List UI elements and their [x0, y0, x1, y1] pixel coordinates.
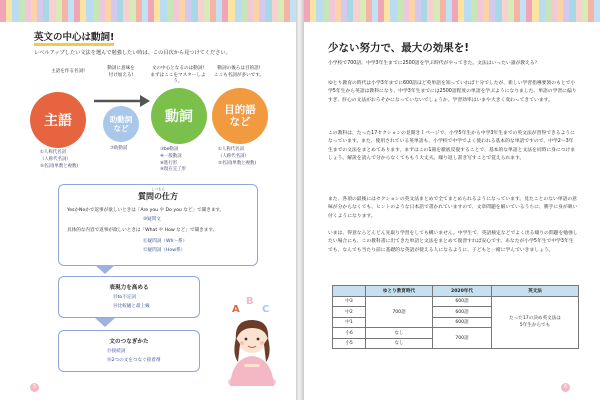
table-header: [333, 286, 366, 297]
right-paragraph-2: ゆとり教育の時代は小学3年までに600語ほど英単語を知っていれば十分でしたが、新しい学習指導要領のもとで小学5年生から英語は教科になり、中学3年生までには2500語程度の単語を学ぶようになりました。単語の学習に偏りすぎ、肝心の文法がおろそかになっていないでしょうか。学習効率はいまや大きく変わってきています。: [328, 81, 577, 103]
down-arrow-1: [95, 265, 115, 274]
table-cell: 600語: [433, 296, 492, 307]
table-cell: たった17の決め英文法は 5年生からでも: [492, 296, 579, 349]
question-item-3: ⑫疑問詞（How系）: [143, 248, 186, 253]
letter-a: A: [232, 304, 240, 315]
table-header: ゆとり教育時代: [366, 286, 433, 297]
connect-box-title: 文のつなぎかた: [109, 339, 149, 345]
col-label-subject: 主語を作る名詞!: [51, 69, 85, 74]
table-cell: なし: [366, 328, 433, 339]
connect-item-1: ⑮接続詞: [107, 349, 126, 354]
book-gutter: [296, 0, 304, 400]
question-box: [58, 184, 258, 266]
question-furigana: しつもん: [151, 187, 165, 191]
verb-circle: 動詞: [151, 88, 207, 144]
expression-box-title: 表現力を高める: [109, 285, 149, 291]
table-row: [333, 296, 579, 307]
letter-c: C: [262, 304, 270, 315]
connect-item-2: ⑯2つの文をつなぐ接着剤: [107, 358, 161, 363]
girl-illustration: [222, 314, 282, 386]
expression-item-2: ⑭比較級と最上級: [113, 304, 150, 309]
table-cell: なし: [366, 338, 433, 349]
question-line-1: YesかNoかで返事が欲しいときは「Are you や Do you など」で聞きます。: [67, 208, 225, 213]
left-intro: レベルアップしたい文法を選んで勉強したい時は、この目次から見つけてください。: [34, 50, 231, 56]
right-page-title: 少ない努力で、最大の効果を!: [328, 42, 470, 54]
right-paragraph-5: いまは、得意ならどんどん先取り学習をしても構いません。中学生で、英語検定などでよく出る綴りの問題を勉強したい場合にも、この教科書に出てきた単語と文法をまとめて復習すれば安心です。あなたが小学5年生で中学3年生でも、なんでも当たり前に基礎的な英語が使える人になるように、子どもと一緒に学んでいきましょう。: [328, 231, 578, 253]
table-cell: 小6: [333, 328, 366, 339]
table-cell: 600語: [433, 307, 492, 318]
table-header-row: [333, 286, 579, 297]
left-page: [0, 0, 296, 400]
col-label-object: 動詞の後ろは目的語! ここも名詞が多いです。: [213, 66, 265, 78]
col-label-aux: 動詞に意味を 付け加える!: [107, 66, 135, 78]
right-paragraph-3: この教科は、たった17セクションの見開き１ページで、小学5年生から中学3年生までの英文法が習得できるようになっています。また、使用されている英単語も、小学校で中学でよく使われる基本的な単語ですので、中学2〜3年生までの文法をまとめてあります。まずはこの1冊を徹底反復することで、基本的な単語と文法を同時に身につけましょう。解説を読んで分からなくてももう大丈夫。繰り返し書き写すことで覚えられます。: [328, 131, 576, 162]
expression-item-1: ⑬to不定詞: [113, 295, 136, 300]
question-item-1: ⑩疑問文: [143, 217, 161, 222]
question-box-title: 質問の仕方: [138, 192, 178, 201]
left-page-number: 5: [30, 383, 39, 392]
table-cell: 700語: [433, 328, 492, 349]
stripe-band: [594, 0, 600, 22]
table-cell: 600語: [433, 317, 492, 328]
col-label-verb: 文の中心となるのは動詞! まずはここをマスターしよう。: [150, 66, 206, 85]
subject-circle: 主語: [30, 92, 86, 148]
right-page-number: 6: [561, 383, 570, 392]
right-page: [304, 0, 600, 400]
right-paragraph-4: また、各項の最後にはセクションの英文法まとめで全てまとめられるようになっています。見たことのない単語の意味が分からなくても、ヒントのような日本語で書かれていますので、文章問題を解いているうちに、勝手に身が吸い付くようになります。: [328, 197, 578, 219]
right-stripe-header: [304, 0, 600, 22]
left-stripe-header: [0, 0, 296, 22]
flow-arrow: [92, 94, 152, 108]
note-verb: ③be動詞 ④一般動詞 ⑧進行形 ⑨現在完了形: [160, 147, 186, 173]
right-paragraph-1: 小学校で700語、中学3年生までに2500語を学ぶ時代がやってきた。文法はいったい誰が教える？: [328, 61, 540, 66]
question-item-2: ⑪疑問詞（Wh〜系）: [143, 239, 188, 244]
aux-circle: 助動詞 など: [103, 106, 139, 142]
note-aux: ⑦助動詞: [110, 146, 128, 151]
table-cell: 700語: [366, 296, 433, 328]
question-line-2: 具体的な内容で返事が欲しいときは「What や How など」で聞きます。: [67, 228, 218, 233]
table-header: 2020年代: [433, 286, 492, 297]
left-page-title: 英文の中心は動詞!: [34, 29, 114, 43]
note-object: ①人称代名詞 （人称代名詞） ⑤名詞(単数と複数): [218, 147, 257, 166]
table-cell: 中1: [333, 317, 366, 328]
connect-box: [58, 330, 200, 372]
down-arrow-2: [95, 318, 115, 327]
object-circle: 目的語 など: [212, 88, 268, 144]
expression-box: [58, 276, 200, 318]
table-cell: 中3: [333, 296, 366, 307]
vocab-table: [332, 285, 579, 349]
table-cell: 中2: [333, 307, 366, 318]
note-subject: ①人称代名詞 （人称代名詞） ⑤名詞(単数と複数): [40, 150, 79, 169]
table-cell: 小5: [333, 338, 366, 349]
letter-b: B: [246, 296, 254, 307]
table-header: 英文法: [492, 286, 579, 297]
